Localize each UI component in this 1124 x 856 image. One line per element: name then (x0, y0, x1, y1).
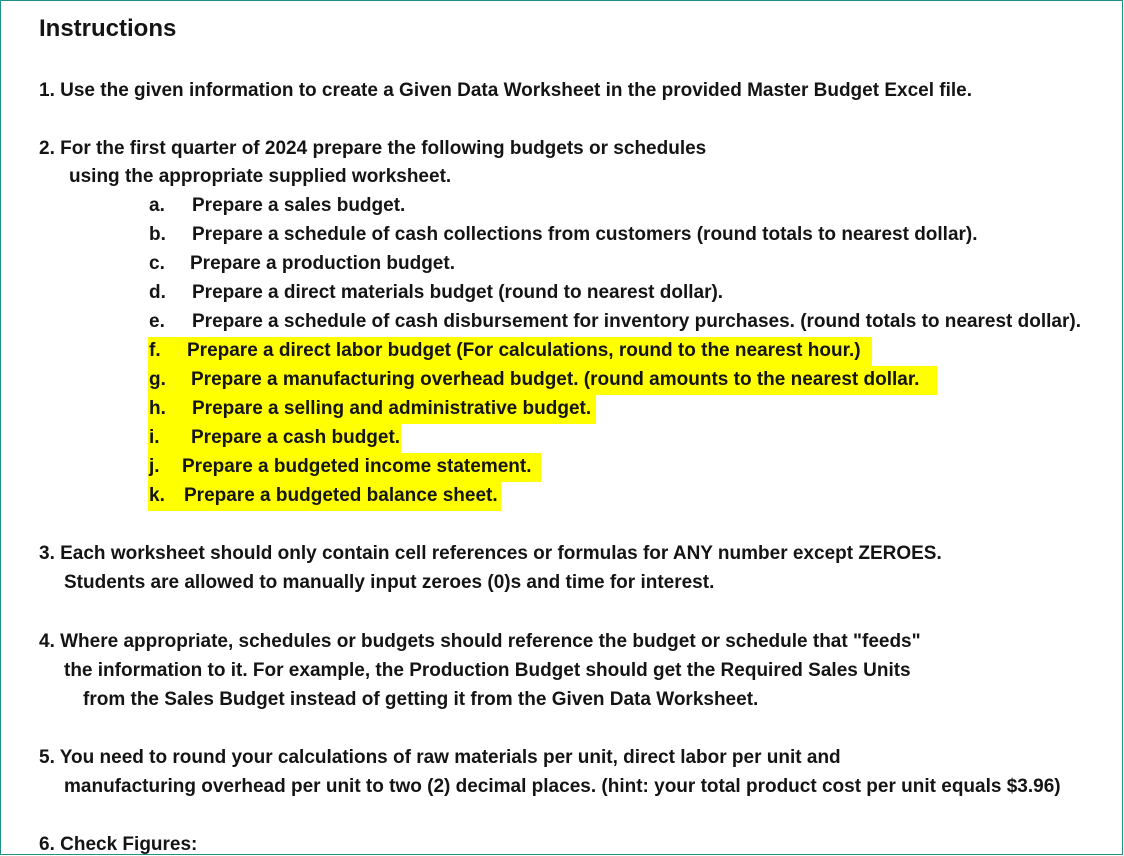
page-title: Instructions (39, 15, 177, 42)
instruction-6: 6. Check Figures: (39, 834, 198, 855)
sub-item-text: Prepare a schedule of cash collections from customers (round totals to nearest dollar). (192, 224, 978, 245)
sub-item-h-highlighted (148, 395, 596, 424)
sub-item-text: Prepare a cash budget. (191, 427, 401, 448)
sub-item-letter: i. (149, 427, 160, 448)
instruction-3-line-2: Students are allowed to manually input zeroes (0)s and time for interest. (64, 572, 715, 593)
sub-item-letter: g. (149, 369, 166, 390)
sub-item-text: Prepare a production budget. (190, 253, 455, 274)
sub-item-letter: h. (149, 398, 166, 419)
instruction-5-line-1: 5. You need to round your calculations of raw materials per unit, direct labor per unit and (39, 747, 841, 768)
sub-item-j-highlighted (148, 453, 541, 482)
sub-item-letter: d. (149, 282, 166, 303)
sub-item-f-highlighted (148, 337, 872, 366)
sub-item-text: Prepare a selling and administrative budget. (192, 398, 592, 419)
sub-item-letter: f. (149, 340, 161, 361)
sub-item-letter: k. (149, 485, 165, 506)
instruction-2-line-1: 2. For the first quarter of 2024 prepare the following budgets or schedules (39, 138, 707, 159)
sub-item-letter: e. (149, 311, 165, 332)
sub-item-letter: b. (149, 224, 166, 245)
sub-item-letter: a. (149, 195, 165, 216)
instruction-2-line-2: using the appropriate supplied worksheet. (69, 166, 452, 187)
instruction-1: 1. Use the given information to create a Given Data Worksheet in the provided Master Budget Excel file. (39, 80, 972, 101)
sub-item-letter: j. (149, 456, 160, 477)
instruction-4-line-1: 4. Where appropriate, schedules or budgets should reference the budget or schedule that "feeds" (39, 631, 921, 652)
instruction-3-line-1: 3. Each worksheet should only contain cell references or formulas for ANY number except ZEROES. (39, 543, 942, 564)
sub-item-g-highlighted (148, 366, 937, 395)
sub-item-letter: c. (149, 253, 165, 274)
sub-item-text: Prepare a direct labor budget (For calculations, round to the nearest hour.) (187, 340, 861, 361)
sub-item-text: Prepare a schedule of cash disbursement for inventory purchases. (round totals to nearest dollar). (192, 311, 1082, 332)
instruction-4-line-2: the information to it. For example, the Production Budget should get the Required Sales Units (64, 660, 911, 681)
sub-item-text: Prepare a manufacturing overhead budget. (round amounts to the nearest dollar. (191, 369, 920, 390)
sub-item-i-highlighted (148, 424, 401, 453)
sub-item-text: Prepare a budgeted balance sheet. (184, 485, 498, 506)
sub-item-text: Prepare a budgeted income statement. (182, 456, 532, 477)
instruction-5-line-2: manufacturing overhead per unit to two (2) decimal places. (hint: your total product cost per unit equals $3.96) (64, 776, 1061, 797)
instruction-4-line-3: from the Sales Budget instead of getting it from the Given Data Worksheet. (83, 689, 759, 710)
sub-item-text: Prepare a direct materials budget (round to nearest dollar). (192, 282, 724, 303)
sub-item-k-highlighted (148, 482, 501, 511)
sub-item-text: Prepare a sales budget. (192, 195, 406, 216)
